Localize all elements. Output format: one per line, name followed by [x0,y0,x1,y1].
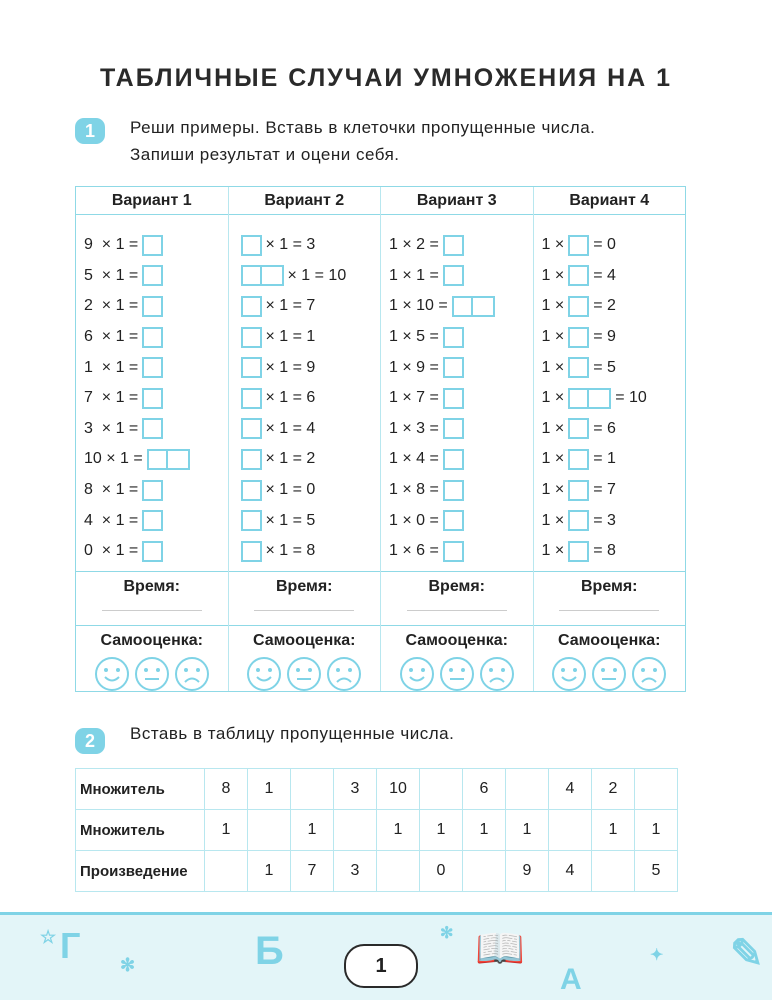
value-cell: 1 [377,810,420,851]
happy-face-icon[interactable] [246,656,282,692]
answer-boxes[interactable] [241,449,262,470]
value-cell: 1 [463,810,506,851]
answer-box[interactable] [241,418,262,439]
value-cell: 1 [506,810,549,851]
exercise-left: 1 × [541,236,565,254]
empty-cell[interactable] [635,769,678,810]
exercise-row [237,291,381,322]
table-row [76,851,678,892]
time-section [534,571,686,625]
empty-cell[interactable] [291,769,334,810]
exercise-left: 1 × 2 = [389,236,439,254]
exercise-right: = 10 [615,389,647,407]
answer-boxes[interactable] [443,327,464,348]
exercise-left: 9 × 1 = [84,236,139,254]
answer-box[interactable] [262,265,284,286]
exercise-right: = 2 [593,297,616,315]
value-cell: 1 [205,810,248,851]
exercise-left: 1 × [541,266,565,284]
exercise-left: 6 × 1 = [84,328,139,346]
answer-box[interactable] [568,541,589,562]
task1-line2: Запиши результат и оцени себя. [130,145,400,164]
exercise-left: 1 × [541,481,565,499]
row-header: Произведение [76,851,205,892]
answer-boxes[interactable] [443,388,464,409]
self-assessment-section [76,625,228,691]
answer-boxes[interactable] [568,449,589,470]
variant-column [534,187,686,691]
answer-box[interactable] [241,265,262,286]
row-header: Множитель [76,769,205,810]
answer-boxes[interactable] [241,480,262,501]
exercise-left: 1 × 3 = [389,419,439,437]
empty-cell[interactable] [248,810,291,851]
time-label: Время: [580,578,638,595]
value-cell: 3 [334,769,377,810]
answer-boxes[interactable] [568,418,589,439]
answer-boxes[interactable] [568,541,589,562]
self-assessment-section [534,625,686,691]
answer-boxes[interactable] [443,235,464,256]
exercise-row [84,352,228,383]
variant-column [381,187,534,691]
multiplication-table [75,768,678,892]
exercise-right: × 1 = 9 [265,358,316,376]
sad-face-icon[interactable] [174,656,210,692]
answer-boxes[interactable] [142,418,163,439]
exercise-left: 1 × 0 = [389,511,439,529]
variant-header: Вариант 1 [76,187,228,215]
exercise-right: = 4 [593,266,616,284]
exercise-row [542,291,686,322]
empty-cell[interactable] [420,769,463,810]
answer-box[interactable] [142,327,163,348]
exercise-left: 5 × 1 = [84,266,139,284]
exercise-row [237,536,381,567]
answer-box[interactable] [147,449,168,470]
answer-box[interactable] [568,265,589,286]
exercise-right: = 6 [593,419,616,437]
value-cell: 6 [463,769,506,810]
neutral-face-icon[interactable] [439,656,475,692]
value-cell: 0 [420,851,463,892]
time-label: Время: [428,578,485,595]
time-input-line[interactable] [407,610,507,611]
table-row [76,810,678,851]
exercise-left: 1 × 4 = [389,450,439,468]
value-cell: 1 [592,810,635,851]
answer-boxes[interactable] [142,510,163,531]
answer-box[interactable] [142,388,163,409]
exercise-row [542,414,686,445]
exercise-row [389,536,533,567]
exercise-right: × 1 = 6 [265,389,316,407]
answer-boxes[interactable] [241,541,262,562]
exercise-left: 3 × 1 = [84,419,139,437]
answer-boxes[interactable] [241,296,262,317]
happy-face-icon[interactable] [551,656,587,692]
answer-box[interactable] [473,296,495,317]
answer-boxes[interactable] [142,480,163,501]
exercise-left: 0 × 1 = [84,542,139,560]
exercise-left: 10 × 1 = [84,450,143,468]
value-cell: 1 [420,810,463,851]
answer-boxes[interactable] [241,388,262,409]
answer-boxes[interactable] [568,357,589,378]
letter-decoration-icon: А [560,963,582,996]
variant-header: Вариант 2 [229,187,381,215]
neutral-face-icon[interactable] [134,656,170,692]
exercise-left: 1 × 8 = [389,481,439,499]
exercise-right: = 9 [593,328,616,346]
answer-box[interactable] [568,357,589,378]
self-assessment-label: Самооценка: [100,632,203,649]
exercise-row [542,322,686,353]
exercise-row [389,475,533,506]
value-cell: 7 [291,851,334,892]
answer-box[interactable] [142,480,163,501]
answer-box[interactable] [443,265,464,286]
exercise-left: 1 × 6 = [389,542,439,560]
exercise-row [542,230,686,261]
answer-boxes[interactable] [568,235,589,256]
task1-instructions [130,114,595,168]
answer-boxes[interactable] [142,265,163,286]
time-section [381,571,533,625]
exercise-row [389,414,533,445]
answer-boxes[interactable] [568,327,589,348]
answer-box[interactable] [568,449,589,470]
answer-boxes[interactable] [147,449,190,470]
answer-box[interactable] [568,510,589,531]
exercise-row [237,261,381,292]
exercise-row [542,536,686,567]
exercise-right: = 0 [593,236,616,254]
answer-box[interactable] [568,296,589,317]
exercise-right: = 5 [593,358,616,376]
exercise-left: 1 × 1 = [389,266,439,284]
answer-boxes[interactable] [142,235,163,256]
answer-boxes[interactable] [568,265,589,286]
answer-boxes[interactable] [142,327,163,348]
happy-face-icon[interactable] [399,656,435,692]
empty-cell[interactable] [205,851,248,892]
exercise-row [542,352,686,383]
exercise-left: 1 × 7 = [389,389,439,407]
answer-box[interactable] [568,235,589,256]
exercise-row [389,322,533,353]
answer-box[interactable] [443,235,464,256]
exercise-left: 7 × 1 = [84,389,139,407]
answer-boxes[interactable] [241,327,262,348]
exercise-row [389,444,533,475]
answer-boxes[interactable] [452,296,495,317]
answer-boxes[interactable] [142,296,163,317]
exercise-right: = 8 [593,542,616,560]
exercise-right: × 1 = 2 [265,450,316,468]
answer-box[interactable] [142,357,163,378]
answer-boxes[interactable] [241,510,262,531]
snowflake-icon: ✻ [440,925,454,942]
exercise-right: × 1 = 5 [265,511,316,529]
answer-box[interactable] [142,265,163,286]
exercise-row [237,322,381,353]
sad-face-icon[interactable] [631,656,667,692]
exercise-right: × 1 = 4 [265,419,316,437]
exercise-row [84,475,228,506]
value-cell: 4 [549,851,592,892]
value-cell: 9 [506,851,549,892]
answer-box[interactable] [241,510,262,531]
exercise-row [542,505,686,536]
answer-box[interactable] [443,541,464,562]
answer-box[interactable] [443,480,464,501]
star-icon: ☆ [40,927,57,947]
time-label: Время: [123,578,180,595]
page-title: ТАБЛИЧНЫЕ СЛУЧАИ УМНОЖЕНИЯ НА 1 [99,64,673,92]
exercise-left: 2 × 1 = [84,297,139,315]
value-cell: 5 [635,851,678,892]
exercise-left: 1 × [541,389,565,407]
exercise-row [237,230,381,261]
self-assessment-section [381,625,533,691]
exercise-row [237,505,381,536]
letter-decoration-icon: Б [255,929,284,973]
empty-cell[interactable] [334,810,377,851]
empty-cell[interactable] [506,769,549,810]
value-cell: 1 [635,810,678,851]
time-label: Время: [275,578,333,595]
task-number-badge: 1 [75,118,105,144]
neutral-face-icon[interactable] [286,656,322,692]
time-section [76,571,228,625]
self-assessment-label: Самооценка: [405,632,508,649]
answer-boxes[interactable] [443,357,464,378]
time-input-line[interactable] [254,610,354,611]
self-assessment-label: Самооценка: [558,632,661,649]
task1-line1: Реши примеры. Вставь в клеточки пропущенные числа. [130,118,596,137]
exercise-right: = 1 [593,450,616,468]
exercise-row [84,414,228,445]
value-cell: 1 [248,851,291,892]
exercise-row [84,261,228,292]
exercise-row [389,261,533,292]
variant-header: Вариант 3 [381,187,533,215]
exercise-left: 1 × 9 = [389,358,439,376]
row-header: Множитель [76,810,205,851]
sad-face-icon[interactable] [326,656,362,692]
answer-box[interactable] [241,235,262,256]
exercise-row [542,383,686,414]
answer-boxes[interactable] [443,449,464,470]
answer-box[interactable] [142,541,163,562]
exercise-right: = 7 [593,481,616,499]
answer-boxes[interactable] [241,357,262,378]
letter-decoration-icon: Г [60,925,81,966]
value-cell: 2 [592,769,635,810]
empty-cell[interactable] [377,851,420,892]
value-cell: 4 [549,769,592,810]
exercise-left: 1 × [541,450,565,468]
exercise-row [84,444,228,475]
exercise-left: 1 × 10 = [389,297,448,315]
exercise-right: × 1 = 3 [265,236,316,254]
value-cell: 1 [248,769,291,810]
exercise-row [389,291,533,322]
exercise-right: = 3 [593,511,616,529]
snowflake-icon: ✻ [120,955,136,975]
answer-boxes[interactable] [443,480,464,501]
exercise-left: 1 × [541,297,565,315]
exercise-row [389,505,533,536]
answer-box[interactable] [452,296,473,317]
answer-boxes[interactable] [241,235,262,256]
exercise-row [542,261,686,292]
exercise-row [84,291,228,322]
answer-box[interactable] [241,327,262,348]
answer-box[interactable] [168,449,190,470]
task-number-badge: 2 [75,728,105,754]
value-cell: 8 [205,769,248,810]
sad-face-icon[interactable] [479,656,515,692]
exercise-row [389,383,533,414]
exercise-row [389,230,533,261]
value-cell: 10 [377,769,420,810]
answer-boxes[interactable] [443,541,464,562]
answer-box[interactable] [142,418,163,439]
answer-box[interactable] [142,510,163,531]
answer-box[interactable] [589,388,611,409]
empty-cell[interactable] [549,810,592,851]
exercise-row [84,230,228,261]
exercise-row [84,505,228,536]
time-input-line[interactable] [559,610,659,611]
answer-box[interactable] [568,388,589,409]
book-icon: 📖 [475,927,525,971]
pencil-icon: ✎ [730,932,764,976]
time-section [229,571,381,625]
exercise-left: 1 × 1 = [84,358,139,376]
page-number: 1 [344,944,418,988]
answer-boxes[interactable] [568,510,589,531]
exercise-left: 1 × [541,358,565,376]
self-assessment-label: Самооценка: [253,632,356,649]
answer-boxes[interactable] [142,388,163,409]
exercise-right: × 1 = 8 [265,542,316,560]
empty-cell[interactable] [463,851,506,892]
answer-boxes[interactable] [241,418,262,439]
answer-boxes[interactable] [568,480,589,501]
exercise-right: × 1 = 1 [265,328,316,346]
empty-cell[interactable] [592,851,635,892]
exercise-right: × 1 = 10 [287,266,347,284]
answer-box[interactable] [443,327,464,348]
answer-box[interactable] [443,449,464,470]
star-icon: ✦ [650,947,664,964]
task2-instructions: Вставь в таблицу пропущенные числа. [130,724,455,743]
exercise-row [84,322,228,353]
exercise-left: 1 × [541,542,565,560]
answer-boxes[interactable] [142,541,163,562]
exercise-left: 1 × [541,328,565,346]
exercise-row [237,444,381,475]
exercise-row [237,475,381,506]
answer-boxes[interactable] [443,418,464,439]
exercise-left: 1 × [541,419,565,437]
time-input-line[interactable] [102,610,202,611]
answer-box[interactable] [241,541,262,562]
happy-face-icon[interactable] [94,656,130,692]
answer-boxes[interactable] [443,510,464,531]
exercise-row [237,414,381,445]
exercise-row [542,475,686,506]
answer-boxes[interactable] [568,388,611,409]
answer-box[interactable] [443,418,464,439]
exercise-left: 4 × 1 = [84,511,139,529]
answer-boxes[interactable] [443,265,464,286]
answer-box[interactable] [241,449,262,470]
self-assessment-section [229,625,381,691]
answer-box[interactable] [568,480,589,501]
answer-boxes[interactable] [241,265,284,286]
variant-column [229,187,382,691]
answer-box[interactable] [568,327,589,348]
answer-box[interactable] [142,235,163,256]
answer-box[interactable] [241,357,262,378]
value-cell: 3 [334,851,377,892]
variant-column [76,187,229,691]
answer-box[interactable] [142,296,163,317]
exercise-row [237,352,381,383]
exercise-left: 8 × 1 = [84,481,139,499]
exercise-row [389,352,533,383]
answer-box[interactable] [241,296,262,317]
answer-box[interactable] [443,510,464,531]
value-cell: 1 [291,810,334,851]
answer-box[interactable] [443,388,464,409]
exercise-left: 1 × 5 = [389,328,439,346]
exercise-right: × 1 = 0 [265,481,316,499]
answer-boxes[interactable] [142,357,163,378]
table-row [76,769,678,810]
variants-table [75,186,686,692]
variant-header: Вариант 4 [534,187,686,215]
exercise-row [84,383,228,414]
exercise-row [237,383,381,414]
exercise-left: 1 × [541,511,565,529]
answer-box[interactable] [443,357,464,378]
answer-box[interactable] [568,418,589,439]
exercise-row [542,444,686,475]
exercise-right: × 1 = 7 [265,297,316,315]
neutral-face-icon[interactable] [591,656,627,692]
answer-boxes[interactable] [568,296,589,317]
exercise-row [84,536,228,567]
answer-box[interactable] [241,480,262,501]
answer-box[interactable] [241,388,262,409]
